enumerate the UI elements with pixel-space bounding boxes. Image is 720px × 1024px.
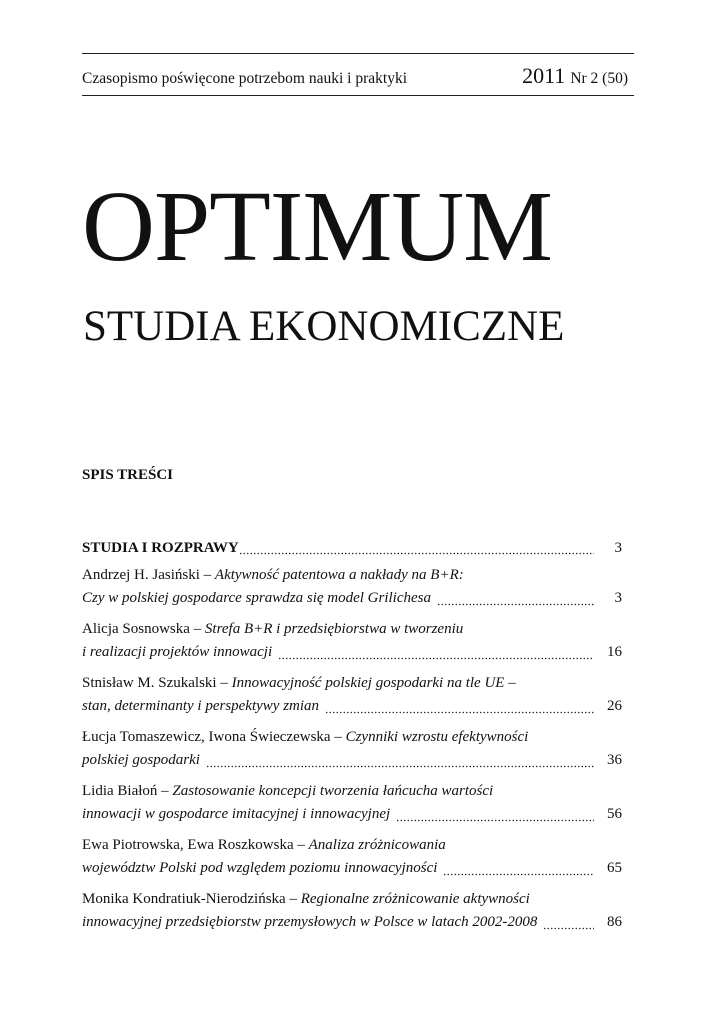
toc-section-title: STUDIA I ROZPRAWY	[82, 540, 239, 556]
toc-entry-title-line-1: Analiza zróżnicowania	[308, 837, 446, 853]
toc-entry-authors: Andrzej H. Jasiński	[82, 567, 200, 583]
toc-entry-line-1	[82, 618, 622, 641]
journal-header	[82, 62, 634, 92]
toc-entry	[82, 834, 622, 880]
toc-entry	[82, 780, 622, 826]
toc-entry-title-line-2: i realizacji projektów innowacji	[82, 644, 273, 660]
journal-title: OPTIMUM	[82, 170, 552, 282]
toc-entry	[82, 618, 622, 664]
dot-leader	[437, 587, 594, 610]
dot-leader	[278, 641, 594, 664]
toc-entry-line-1	[82, 672, 622, 695]
toc-entry-line-2	[82, 695, 622, 718]
toc-entry-separator: –	[189, 621, 205, 637]
toc-entry	[82, 564, 622, 610]
issue-year: 2011	[522, 63, 566, 88]
dot-leader	[396, 803, 594, 826]
toc-entry-page: 56	[607, 806, 622, 822]
toc-entry-title-line-2: stan, determinanty i perspektywy zmian	[82, 698, 320, 714]
issue-number: Nr 2 (50)	[570, 70, 628, 87]
toc-entry-title-line-2: polskiej gospodarki	[82, 752, 200, 768]
toc-entry-authors: Alicja Sosnowska	[82, 621, 190, 637]
toc-entry-title-line-2: województw Polski pod względem poziomu innowacyjności	[82, 860, 438, 876]
toc-entry-line-1	[82, 888, 622, 911]
toc-entry-title-line-2: innowacji w gospodarce imitacyjnej i innowacyjnej	[82, 806, 391, 822]
toc-entry-line-1	[82, 726, 622, 749]
toc-entry-authors: Stnisław M. Szukalski	[82, 675, 217, 691]
toc-entry	[82, 672, 622, 718]
dot-leader	[543, 911, 594, 934]
table-of-contents	[82, 536, 622, 942]
toc-entry-authors: Lidia Białoń	[82, 783, 158, 799]
toc-entry-page: 3	[614, 590, 622, 606]
toc-entry-page: 16	[607, 644, 622, 660]
toc-entry	[82, 726, 622, 772]
toc-entry-title-line-2: Czy w polskiej gospodarce sprawdza się model Grilichesa	[82, 590, 432, 606]
toc-entry-title-line-1: Strefa B+R i przedsiębiorstwa w tworzeniu	[204, 621, 464, 637]
dot-leader	[443, 857, 594, 880]
toc-entry-title-line-1: Aktywność patentowa a nakłady na B+R:	[214, 567, 464, 583]
header-rule-bottom	[82, 95, 634, 96]
journal-subtitle: STUDIA EKONOMICZNE	[83, 303, 565, 350]
toc-entry-separator: –	[330, 729, 346, 745]
toc-entry-line-2	[82, 749, 622, 772]
toc-entry-title-line-1: Innowacyjność polskiej gospodarki na tle UE –	[231, 675, 516, 691]
toc-entry-authors: Monika Kondratiuk-Nierodzińska	[82, 891, 286, 907]
toc-entry-page: 65	[607, 860, 622, 876]
issue-info	[522, 63, 628, 89]
header-rule-top	[82, 53, 634, 54]
toc-section-page: 3	[614, 540, 622, 556]
toc-entry-authors: Ewa Piotrowska, Ewa Roszkowska	[82, 837, 294, 853]
toc-entry-line-1	[82, 564, 622, 587]
toc-entry-separator: –	[285, 891, 301, 907]
toc-entry-authors: Łucja Tomaszewicz, Iwona Świeczewska	[82, 729, 331, 745]
dot-leader	[206, 749, 594, 772]
toc-entry-separator: –	[199, 567, 215, 583]
toc-entry	[82, 888, 622, 934]
dot-leader	[239, 536, 594, 560]
toc-section-row	[82, 536, 622, 560]
toc-entry-line-2	[82, 911, 622, 934]
toc-entry-title-line-1: Czynniki wzrostu efektywności	[345, 729, 529, 745]
toc-entry-line-1	[82, 834, 622, 857]
toc-entry-line-1	[82, 780, 622, 803]
dot-leader	[325, 695, 594, 718]
journal-tagline: Czasopismo poświęcone potrzebom nauki i praktyki	[82, 70, 408, 87]
toc-entry-separator: –	[216, 675, 232, 691]
toc-entry-line-2	[82, 641, 622, 664]
toc-heading: SPIS TREŚCI	[82, 467, 174, 483]
toc-entry-line-2	[82, 857, 622, 880]
toc-entry-separator: –	[157, 783, 173, 799]
toc-entry-title-line-2: innowacyjnej przedsiębiorstw przemysłowych w Polsce w latach 2002-2008	[82, 914, 538, 930]
toc-entry-line-2	[82, 803, 622, 826]
toc-entry-line-2	[82, 587, 622, 610]
toc-entry-separator: –	[293, 837, 309, 853]
toc-entry-page: 86	[607, 914, 622, 930]
toc-entry-page: 36	[607, 752, 622, 768]
toc-entry-title-line-1: Zastosowanie koncepcji tworzenia łańcucha wartości	[172, 783, 494, 799]
toc-entry-title-line-1: Regionalne zróżnicowanie aktywności	[300, 891, 530, 907]
toc-entry-page: 26	[607, 698, 622, 714]
